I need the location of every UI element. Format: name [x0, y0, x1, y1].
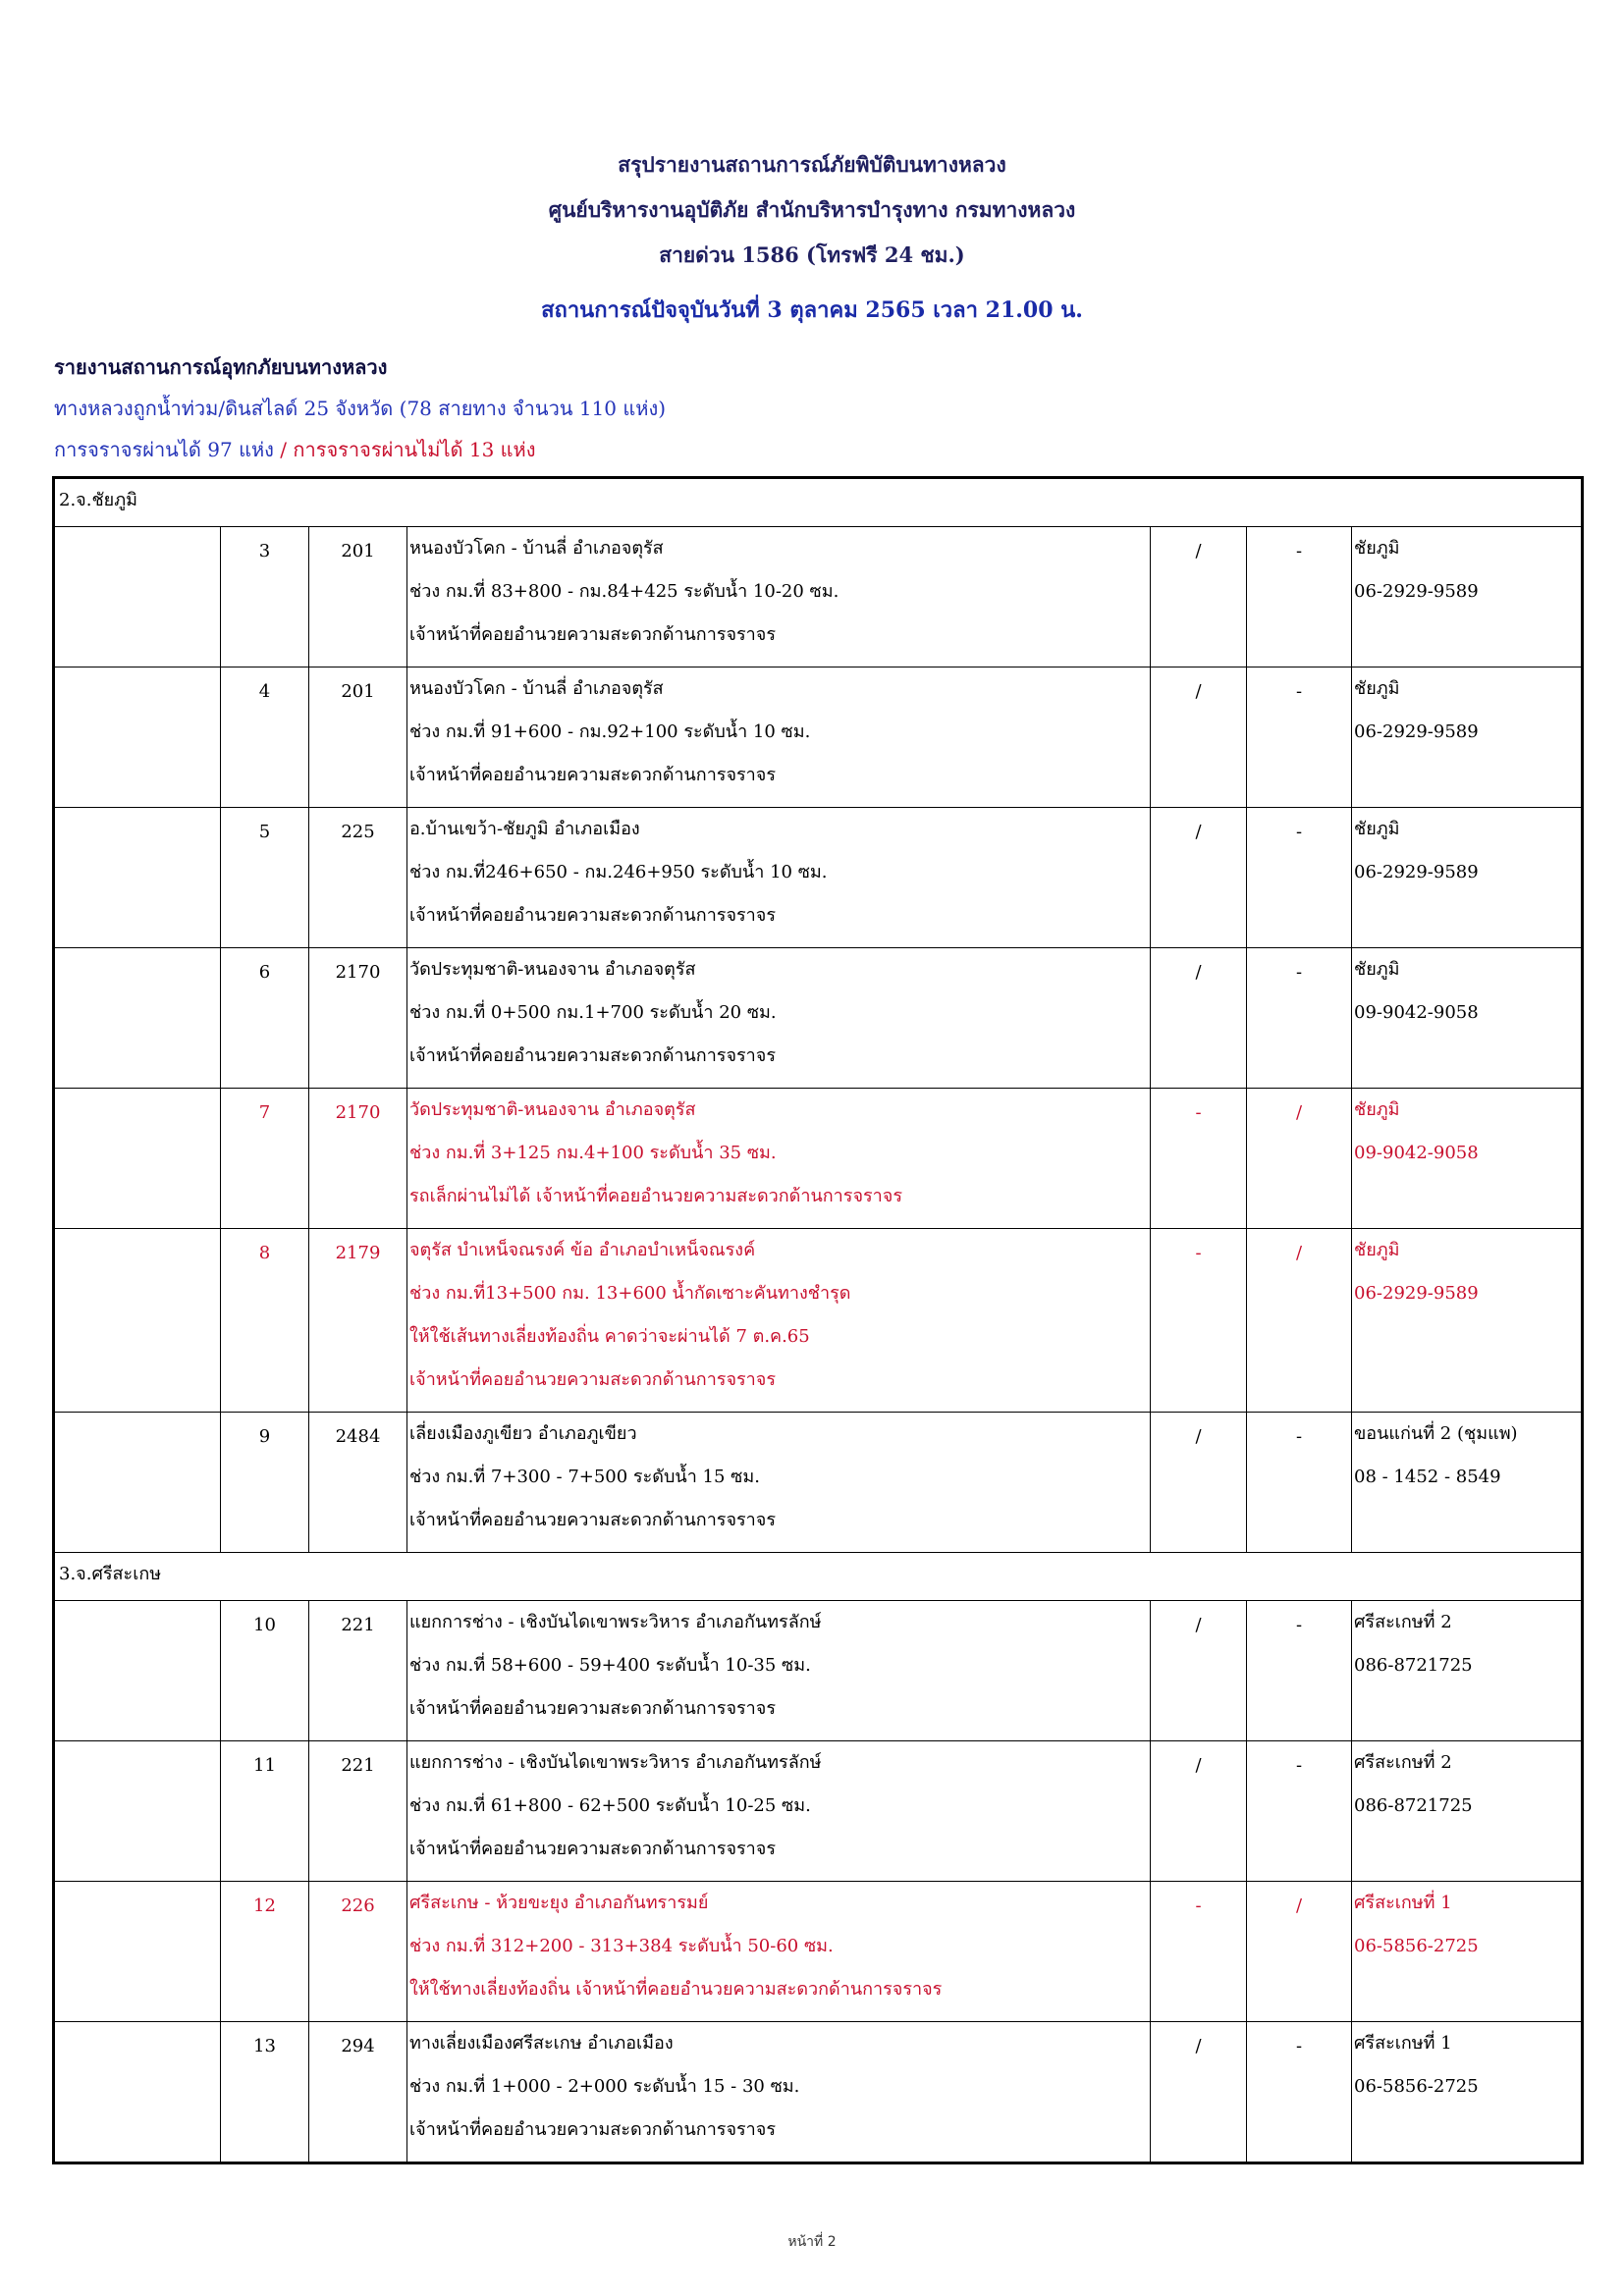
table-row — [54, 948, 1583, 1089]
contact-cell — [1352, 1229, 1583, 1413]
passable-mark: - — [1151, 1229, 1247, 1413]
contact-phone: 08 - 1452 - 8549 — [1354, 1467, 1501, 1487]
page-number: หน้าที่ 2 — [787, 2234, 837, 2250]
description-line: ช่วง กม.ที่246+650 - กม.246+950 ระดับน้ำ 10 ซม. — [409, 862, 828, 882]
description-line: ช่วง กม.ที่ 91+600 - กม.92+100 ระดับน้ำ 10 ซม. — [409, 721, 811, 742]
blank-cell — [54, 1229, 221, 1413]
description-line: หนองบัวโคก - บ้านลี่ อำเภอจตุรัส — [409, 678, 664, 699]
contact-office: ศรีสะเกษที่ 1 — [1354, 2033, 1452, 2054]
table-row — [54, 1089, 1583, 1229]
impassable-mark: - — [1247, 667, 1352, 808]
description-line: วัดประทุมชาติ-หนองจาน อำเภอจตุรัส — [409, 959, 696, 980]
impassable-mark: - — [1247, 527, 1352, 667]
blank-cell — [54, 1601, 221, 1741]
description-line: เลี่ยงเมืองภูเขียว อำเภอภูเขียว — [409, 1423, 637, 1444]
description-line: ช่วง กม.ที่ 1+000 - 2+000 ระดับน้ำ 15 - 30 ซม. — [409, 2076, 800, 2097]
description-line: เจ้าหน้าที่คอยอำนวยความสะดวกด้านการจราจร — [409, 905, 777, 926]
contact-phone: 06-2929-9589 — [1354, 581, 1479, 602]
contact-phone: 06-5856-2725 — [1354, 2076, 1479, 2097]
blank-cell — [54, 667, 221, 808]
table-row — [54, 667, 1583, 808]
report-datetime: สถานการณ์ปัจจุบันวันที่ 3 ตุลาคม 2565 เวลา 21.00 น. — [541, 297, 1083, 323]
contact-phone: 06-5856-2725 — [1354, 1936, 1479, 1956]
summary-passable: การจราจรผ่านได้ 97 แห่ง — [54, 438, 281, 461]
table-row — [54, 1601, 1583, 1741]
report-agency: ศูนย์บริหารงานอุบัติภัย สำนักบริหารบำรุงทาง กรมทางหลวง — [548, 197, 1076, 222]
blank-cell — [54, 1741, 221, 1882]
table-row — [54, 808, 1583, 948]
impassable-mark: - — [1247, 1741, 1352, 1882]
contact-office: ศรีสะเกษที่ 1 — [1354, 1893, 1452, 1913]
description-line: แยกการช่าง - เชิงบันไดเขาพระวิหาร อำเภอกันทรลักษ์ — [409, 1752, 822, 1773]
row-number: 5 — [221, 808, 309, 948]
description-line: ช่วง กม.ที่ 58+600 - 59+400 ระดับน้ำ 10-35 ซม. — [409, 1655, 811, 1676]
contact-office: ชัยภูมิ — [1354, 959, 1400, 980]
row-number: 7 — [221, 1089, 309, 1229]
location-description — [407, 527, 1151, 667]
impassable-mark: / — [1247, 1882, 1352, 2022]
description-line: เจ้าหน้าที่คอยอำนวยความสะดวกด้านการจราจร — [409, 1045, 777, 1066]
location-description — [407, 1741, 1151, 1882]
passable-mark: / — [1151, 1413, 1247, 1553]
table-row — [54, 1882, 1583, 2022]
province-name: 2.จ.ชัยภูมิ — [54, 478, 1583, 527]
flood-report-table — [52, 476, 1584, 2164]
summary-affected: ทางหลวงถูกน้ำท่วม/ดินสไลด์ 25 จังหวัด (78 สายทาง จำนวน 110 แห่ง) — [54, 397, 667, 420]
route-number: 225 — [309, 808, 407, 948]
route-number: 226 — [309, 1882, 407, 2022]
description-line: วัดประทุมชาติ-หนองจาน อำเภอจตุรัส — [409, 1099, 696, 1120]
summary-traffic — [54, 434, 536, 465]
row-number: 13 — [221, 2022, 309, 2163]
description-line: ช่วง กม.ที่13+500 กม. 13+600 น้ำกัดเซาะคันทางชำรุด — [409, 1283, 851, 1304]
contact-phone: 09-9042-9058 — [1354, 1002, 1479, 1023]
contact-cell — [1352, 1882, 1583, 2022]
row-number: 4 — [221, 667, 309, 808]
blank-cell — [54, 948, 221, 1089]
section-title: รายงานสถานการณ์อุทกภัยบนทางหลวง — [54, 355, 388, 379]
location-description — [407, 2022, 1151, 2163]
blank-cell — [54, 1089, 221, 1229]
description-line: ให้ใช้เส้นทางเลี่ยงท้องถิ่น คาดว่าจะผ่านได้ 7 ต.ค.65 — [409, 1326, 810, 1347]
description-line: เจ้าหน้าที่คอยอำนวยความสะดวกด้านการจราจร — [409, 1839, 777, 1859]
blank-cell — [54, 808, 221, 948]
route-number: 221 — [309, 1601, 407, 1741]
description-line: ให้ใช้ทางเลี่ยงท้องถิ่น เจ้าหน้าที่คอยอำนวยความสะดวกด้านการจราจร — [409, 1979, 943, 2000]
passable-mark: / — [1151, 2022, 1247, 2163]
route-number: 221 — [309, 1741, 407, 1882]
table-row — [54, 1741, 1583, 1882]
contact-cell — [1352, 808, 1583, 948]
province-name: 3.จ.ศรีสะเกษ — [54, 1553, 1583, 1601]
route-number: 201 — [309, 527, 407, 667]
impassable-mark: - — [1247, 1601, 1352, 1741]
impassable-mark: - — [1247, 1413, 1352, 1553]
description-line: เจ้าหน้าที่คอยอำนวยความสะดวกด้านการจราจร — [409, 624, 777, 645]
contact-cell — [1352, 1413, 1583, 1553]
blank-cell — [54, 1413, 221, 1553]
passable-mark: / — [1151, 667, 1247, 808]
province-row — [54, 478, 1583, 527]
contact-phone: 09-9042-9058 — [1354, 1143, 1479, 1163]
row-number: 12 — [221, 1882, 309, 2022]
description-line: ช่วง กม.ที่ 3+125 กม.4+100 ระดับน้ำ 35 ซม. — [409, 1143, 777, 1163]
description-line: ช่วง กม.ที่ 83+800 - กม.84+425 ระดับน้ำ 10-20 ซม. — [409, 581, 839, 602]
contact-phone: 06-2929-9589 — [1354, 1283, 1479, 1304]
passable-mark: / — [1151, 948, 1247, 1089]
contact-phone: 086-8721725 — [1354, 1655, 1473, 1676]
route-number: 2179 — [309, 1229, 407, 1413]
description-line: ศรีสะเกษ - ห้วยขะยุง อำเภอกันทรารมย์ — [409, 1893, 709, 1913]
description-line: ทางเลี่ยงเมืองศรีสะเกษ อำเภอเมือง — [409, 2033, 674, 2054]
contact-office: ชัยภูมิ — [1354, 819, 1400, 839]
location-description — [407, 808, 1151, 948]
province-row — [54, 1553, 1583, 1601]
location-description — [407, 1601, 1151, 1741]
passable-mark: / — [1151, 527, 1247, 667]
impassable-mark: - — [1247, 948, 1352, 1089]
impassable-mark: - — [1247, 808, 1352, 948]
contact-office: ชัยภูมิ — [1354, 1099, 1400, 1120]
location-description — [407, 1229, 1151, 1413]
route-number: 294 — [309, 2022, 407, 2163]
row-number: 3 — [221, 527, 309, 667]
contact-cell — [1352, 948, 1583, 1089]
summary-impassable: / การจราจรผ่านไม่ได้ 13 แห่ง — [280, 438, 536, 461]
passable-mark: - — [1151, 1089, 1247, 1229]
description-line: เจ้าหน้าที่คอยอำนวยความสะดวกด้านการจราจร — [409, 1369, 777, 1390]
passable-mark: / — [1151, 1741, 1247, 1882]
contact-cell — [1352, 667, 1583, 808]
contact-phone: 06-2929-9589 — [1354, 862, 1479, 882]
contact-office: ศรีสะเกษที่ 2 — [1354, 1612, 1452, 1632]
route-number: 2170 — [309, 948, 407, 1089]
passable-mark: / — [1151, 1601, 1247, 1741]
impassable-mark: - — [1247, 2022, 1352, 2163]
description-line: แยกการช่าง - เชิงบันไดเขาพระวิหาร อำเภอกันทรลักษ์ — [409, 1612, 822, 1632]
contact-cell — [1352, 1741, 1583, 1882]
description-line: หนองบัวโคก - บ้านลี่ อำเภอจตุรัส — [409, 538, 664, 559]
location-description — [407, 1413, 1151, 1553]
location-description — [407, 1089, 1151, 1229]
description-line: ช่วง กม.ที่ 0+500 กม.1+700 ระดับน้ำ 20 ซม. — [409, 1002, 777, 1023]
location-description — [407, 948, 1151, 1089]
impassable-mark: / — [1247, 1229, 1352, 1413]
contact-cell — [1352, 1089, 1583, 1229]
route-number: 2170 — [309, 1089, 407, 1229]
contact-cell — [1352, 2022, 1583, 2163]
blank-cell — [54, 2022, 221, 2163]
description-line: เจ้าหน้าที่คอยอำนวยความสะดวกด้านการจราจร — [409, 765, 777, 785]
table-row — [54, 2022, 1583, 2163]
table-row — [54, 527, 1583, 667]
contact-office: ขอนแก่นที่ 2 (ชุมแพ) — [1354, 1423, 1518, 1444]
blank-cell — [54, 527, 221, 667]
contact-phone: 06-2929-9589 — [1354, 721, 1479, 742]
table-row — [54, 1229, 1583, 1413]
contact-office: ชัยภูมิ — [1354, 538, 1400, 559]
row-number: 6 — [221, 948, 309, 1089]
contact-cell — [1352, 527, 1583, 667]
description-line: เจ้าหน้าที่คอยอำนวยความสะดวกด้านการจราจร — [409, 1510, 777, 1530]
location-description — [407, 667, 1151, 808]
contact-phone: 086-8721725 — [1354, 1795, 1473, 1816]
impassable-mark: / — [1247, 1089, 1352, 1229]
row-number: 8 — [221, 1229, 309, 1413]
blank-cell — [54, 1882, 221, 2022]
table-row — [54, 1413, 1583, 1553]
passable-mark: / — [1151, 808, 1247, 948]
contact-office: ศรีสะเกษที่ 2 — [1354, 1752, 1452, 1773]
description-line: อ.บ้านเขว้า-ชัยภูมิ อำเภอเมือง — [409, 819, 640, 839]
route-number: 2484 — [309, 1413, 407, 1553]
report-title: สรุปรายงานสถานการณ์ภัยพิบัติบนทางหลวง — [618, 152, 1006, 177]
contact-cell — [1352, 1601, 1583, 1741]
row-number: 9 — [221, 1413, 309, 1553]
passable-mark: - — [1151, 1882, 1247, 2022]
location-description — [407, 1882, 1151, 2022]
description-line: เจ้าหน้าที่คอยอำนวยความสะดวกด้านการจราจร — [409, 2119, 777, 2140]
description-line: รถเล็กผ่านไม่ได้ เจ้าหน้าที่คอยอำนวยความสะดวกด้านการจราจร — [409, 1186, 902, 1206]
contact-office: ชัยภูมิ — [1354, 1240, 1400, 1260]
contact-office: ชัยภูมิ — [1354, 678, 1400, 699]
route-number: 201 — [309, 667, 407, 808]
description-line: ช่วง กม.ที่ 7+300 - 7+500 ระดับน้ำ 15 ซม. — [409, 1467, 760, 1487]
description-line: ช่วง กม.ที่ 61+800 - 62+500 ระดับน้ำ 10-25 ซม. — [409, 1795, 811, 1816]
description-line: เจ้าหน้าที่คอยอำนวยความสะดวกด้านการจราจร — [409, 1698, 777, 1719]
row-number: 10 — [221, 1601, 309, 1741]
hotline: สายด่วน 1586 (โทรฟรี 24 ชม.) — [659, 242, 965, 267]
row-number: 11 — [221, 1741, 309, 1882]
description-line: จตุรัส บำเหน็จณรงค์ ข้อ อำเภอบำเหน็จณรงค์ — [409, 1240, 756, 1260]
description-line: ช่วง กม.ที่ 312+200 - 313+384 ระดับน้ำ 50-60 ซม. — [409, 1936, 834, 1956]
